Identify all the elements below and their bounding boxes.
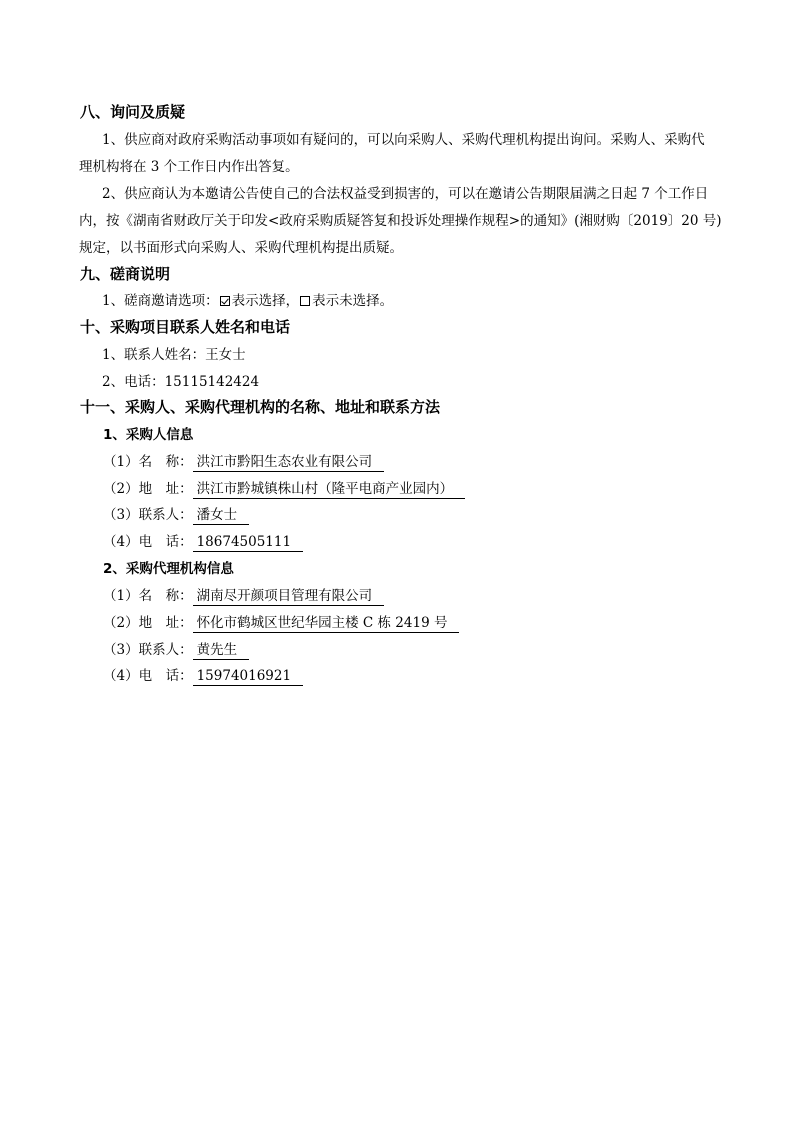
paragraph-challenge-line-1: 2、供应商认为本邀请公告使自己的合法权益受到损害的，可以在邀请公告期限届满之日起 7 个工作日 — [102, 186, 709, 202]
contact-phone: 2、电话：15115142424 — [102, 374, 260, 390]
unchecked-box-icon — [300, 296, 310, 306]
paragraph-challenge-line-3: 规定，以书面形式向采购人、采购代理机构提出质疑。 — [79, 240, 403, 256]
checked-box-icon — [220, 296, 230, 306]
field-label: （3）联系人： — [103, 507, 193, 523]
field-value: 黄先生 — [193, 641, 250, 660]
field-value: 湖南尽开颜项目管理有限公司 — [193, 587, 385, 606]
field-label: （1）名 称： — [103, 454, 193, 470]
field-label: （3）联系人： — [103, 642, 193, 658]
paragraph-inquiry-line-2: 理机构将在 3 个工作日内作出答复。 — [79, 159, 299, 175]
section-heading-parties: 十一、采购人、采购代理机构的名称、地址和联系方法 — [80, 398, 441, 416]
field-value: 18674505111 — [193, 533, 303, 552]
agency-contact-row — [103, 641, 249, 660]
field-label: （4）电 话： — [103, 668, 193, 684]
options-prefix: 1、磋商邀请选项： — [102, 293, 219, 309]
section-heading-inquiry: 八、询问及质疑 — [80, 103, 186, 121]
buyer-info-title: 1、采购人信息 — [103, 427, 194, 443]
checked-meaning: 表示选择， — [231, 293, 300, 309]
section-heading-contact: 十、采购项目联系人姓名和电话 — [80, 318, 291, 336]
paragraph-challenge-line-2: 内，按《湖南省财政厅关于印发<政府采购质疑答复和投诉处理操作规程>的通知》(湘财购〔2019〕20 号) — [79, 213, 722, 229]
field-value: 洪江市黔城镇株山村（隆平电商产业园内） — [193, 480, 466, 499]
field-label: （4）电 话： — [103, 534, 193, 550]
agency-name-row — [103, 587, 384, 606]
buyer-phone-row — [103, 533, 303, 552]
field-value: 15974016921 — [193, 667, 303, 686]
field-label: （2）地 址： — [103, 481, 193, 497]
buyer-name-row — [103, 453, 384, 472]
agency-address-row — [103, 614, 459, 633]
section-heading-consultation: 九、磋商说明 — [80, 265, 171, 283]
agency-phone-row — [103, 667, 303, 686]
buyer-contact-row — [103, 506, 249, 525]
field-value: 洪江市黔阳生态农业有限公司 — [193, 453, 385, 472]
field-value: 怀化市鹤城区世纪华园主楼 C 栋 2419 号 — [193, 614, 460, 633]
agency-info-title: 2、采购代理机构信息 — [103, 561, 234, 577]
paragraph-inquiry-line-1: 1、供应商对政府采购活动事项如有疑问的，可以向采购人、采购代理机构提出询问。采购人、采购代 — [102, 132, 705, 148]
consultation-options-line — [102, 292, 393, 310]
unchecked-meaning: 表示未选择。 — [312, 293, 394, 309]
field-value: 潘女士 — [193, 506, 250, 525]
contact-name: 1、联系人姓名：王女士 — [102, 347, 246, 363]
field-label: （2）地 址： — [103, 615, 193, 631]
buyer-address-row — [103, 480, 465, 499]
field-label: （1）名 称： — [103, 588, 193, 604]
